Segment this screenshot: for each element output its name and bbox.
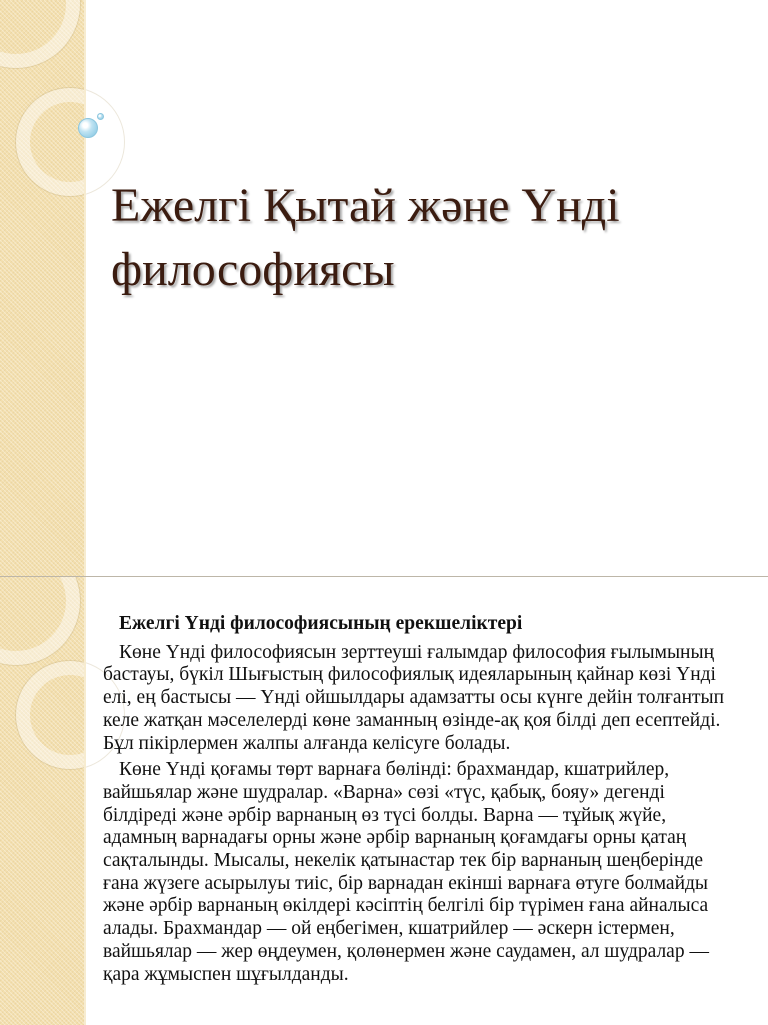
- decorative-sidebar: [0, 0, 85, 576]
- content-slide: [0, 576, 768, 1025]
- sidebar-edge: [84, 0, 86, 576]
- decorative-ring: [16, 88, 124, 196]
- body-paragraph: Көне Үнді философиясын зерттеуші ғалымдар философия ғылымының бастауы, бүкіл Шығыстың философиялық идеяларының қайнар көзі Үнді елі, ең бастысы — Үнді ойшылдары адамзатты осы күнге дейін толғантып келе жатқан мәселелерді көне заманның өзінде-ақ қоя білді деп есептейді. Бұл пікірлермен жалпы алғанда келісуге болады.: [103, 641, 725, 754]
- bubble-icon: [97, 113, 104, 120]
- sidebar-edge: [84, 577, 86, 1025]
- bubble-icon: [78, 118, 98, 138]
- decorative-ring: [0, 576, 80, 665]
- decorative-ring: [0, 0, 80, 68]
- slide-body: [103, 613, 743, 990]
- body-paragraph: Көне Үнді қоғамы төрт варнаға бөлінді: брахмандар, кшатрийлер, вайшьялар және шудралар. «Варна» сөзі «түс, қабық, бояу» дегенді білдіреді және әрбір варнаның өз түсі болды. Варна — тұйық жүйе, адамның варнадағы орны және әрбір варнаның қоғамдағы орны қатаң сақталынды. Мысалы, некелік қатынастар тек бір варнаның шеңберінде ғана жүзеге асырылуы тиіс, бір варнадан екінші варнаға өтуге болмайды және әрбір варнаның өкілдері кәсіптің белгілі бір түрімен ғана айналыса алады. Брахмандар — ой еңбегімен, кшатрийлер — әскерн істермен, вайшьялар — жер өңдеумен, қолөнермен және саудамен, ал шудралар — қара жұмыспен шұғылданды.: [103, 759, 709, 985]
- decorative-sidebar: [0, 577, 85, 1025]
- section-heading: Ежелгі Үнді философиясының ерекшеліктері: [119, 613, 523, 634]
- slide-title: Ежелгі Қытай және Үнді философиясы: [111, 179, 620, 296]
